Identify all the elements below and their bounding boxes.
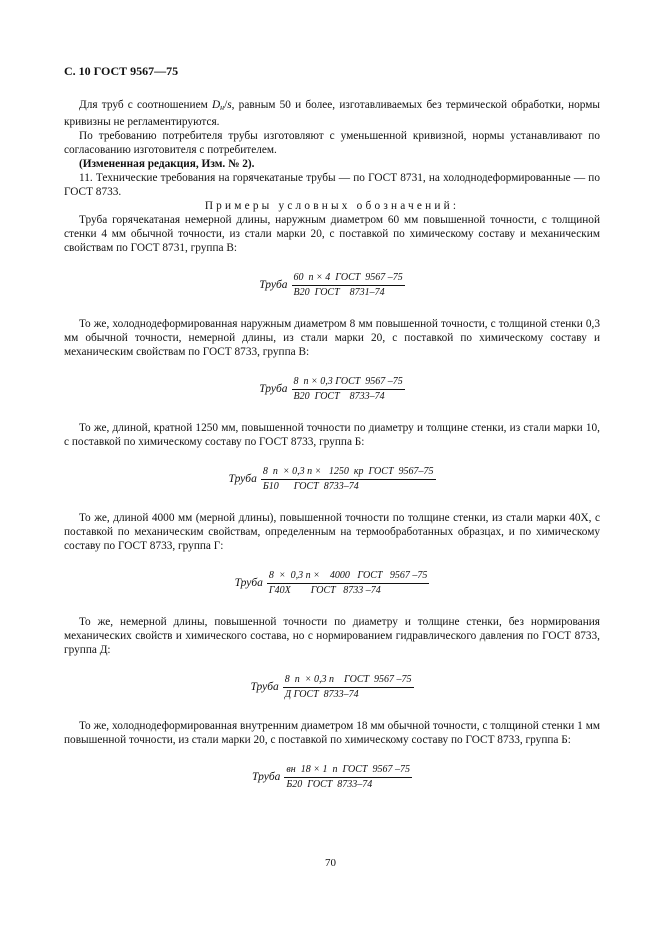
- formula-fraction: [267, 570, 430, 597]
- formula-numerator: 60 п × 4 ГОСТ 9567 –75: [292, 272, 405, 286]
- designation-formula: [64, 373, 600, 405]
- formula-numerator: 8 п × 0,3 п ГОСТ 9567 –75: [283, 674, 414, 688]
- formula-fraction: [292, 376, 405, 403]
- formula-denominator: Д ГОСТ 8733–74: [284, 688, 359, 700]
- example-text: То же, холоднодеформированная внутренним диаметром 18 мм обычной точности, с толщиной стенки 1 мм повышенной точности, из стали марки 20, с поставкой по химическому составу по ГОСТ 8733, группа Б:: [64, 720, 600, 746]
- example-block: [64, 317, 600, 405]
- example-text: То же, длиной, кратной 1250 мм, повышенной точности по диаметру и толщине стенки, из стали марки 10, с поставкой по химическому составу по ГОСТ 8733, группа Б:: [64, 422, 600, 448]
- formula-numerator: 8 п × 0,3 п × 1250 кр ГОСТ 9567–75: [261, 466, 436, 480]
- formula-fraction: [284, 764, 412, 791]
- example-block: [64, 213, 600, 301]
- paragraph-amendment: (Измененная редакция, Изм. № 2).: [79, 158, 255, 170]
- formula-lead: Труба: [250, 681, 279, 693]
- formula-lead: Труба: [259, 383, 288, 395]
- designation-formula: [64, 671, 600, 703]
- formula-denominator: Г40Х ГОСТ 8733 –74: [268, 584, 381, 596]
- formula-lead: Труба: [259, 279, 288, 291]
- example-block: [64, 511, 600, 599]
- formula-lead: Труба: [234, 577, 263, 589]
- paragraph-request: По требованию потребителя трубы изготовляют с уменьшенной кривизной, нормы устанавливают по согласованию изготовителя с потребителем.: [64, 130, 600, 156]
- formula-denominator: Б20 ГОСТ 8733–74: [286, 778, 373, 790]
- formula-numerator: 8 п × 0,3 ГОСТ 9567 –75: [292, 376, 405, 390]
- formula-denominator: В20 ГОСТ 8733–74: [293, 390, 385, 402]
- designation-formula: [64, 463, 600, 495]
- formula-numerator: 8 × 0,3 п × 4000 ГОСТ 9567 –75: [267, 570, 430, 584]
- formula-lead: Труба: [228, 473, 257, 485]
- document-page: [64, 64, 600, 809]
- paragraph-clause-11: 11. Технические требования на горячекатаные трубы — по ГОСТ 8731, на холоднодеформированные — по ГОСТ 8733.: [64, 172, 600, 198]
- example-block: [64, 719, 600, 793]
- formula-denominator: Б10 ГОСТ 8733–74: [262, 480, 359, 492]
- example-text: То же, немерной длины, повышенной точности по диаметру и толщине стенки, без нормирования механических свойств и химического состава, но с нормированием гидравлического давления по ГОСТ 8733, группа Д:: [64, 616, 600, 656]
- formula-fraction: [292, 272, 405, 299]
- formula-lead: Труба: [252, 771, 281, 783]
- examples-list: [64, 213, 600, 793]
- example-text: Труба горячекатаная немерной длины, наружным диаметром 60 мм повышенной точности, с толщиной стенки 4 мм обычной точности, из стали марки 20, с поставкой по химическому составу и механическим свойствам по ГОСТ 8731, группа В:: [64, 214, 600, 254]
- example-block: [64, 421, 600, 495]
- formula-denominator: В20 ГОСТ 8731–74: [293, 286, 385, 298]
- section-title: Примеры условных обозначений:: [204, 200, 460, 212]
- page-header: С. 10 ГОСТ 9567—75: [64, 64, 179, 78]
- example-text: То же, холоднодеформированная наружным диаметром 8 мм повышенной точности, с толщиной стенки 0,3 мм обычной точности, немерной длины, из стали марки 20, с поставкой по химическому составу и механическим свойствам по ГОСТ 8733, группа В:: [64, 318, 600, 358]
- page-number: 70: [325, 857, 336, 869]
- formula-fraction: [261, 466, 436, 493]
- example-text: То же, длиной 4000 мм (мерной длины), повышенной точности по толщине стенки, из стали марки 40Х, с поставкой по механическим свойствам, определенным на термообработанных образцах, и по химическому составу по ГОСТ 8733, группа Г:: [64, 512, 600, 552]
- designation-formula: [64, 567, 600, 599]
- formula-numerator: вн 18 × 1 п ГОСТ 9567 –75: [284, 764, 412, 778]
- paragraph-ratio: Для труб с соотношением $D_н/s$, равным 50 и более, изготавливаемых без термической обработки, нормы кривизны не регламентируются.: [64, 99, 601, 128]
- designation-formula: [64, 761, 600, 793]
- designation-formula: [64, 269, 600, 301]
- example-block: [64, 615, 600, 703]
- formula-fraction: [283, 674, 414, 701]
